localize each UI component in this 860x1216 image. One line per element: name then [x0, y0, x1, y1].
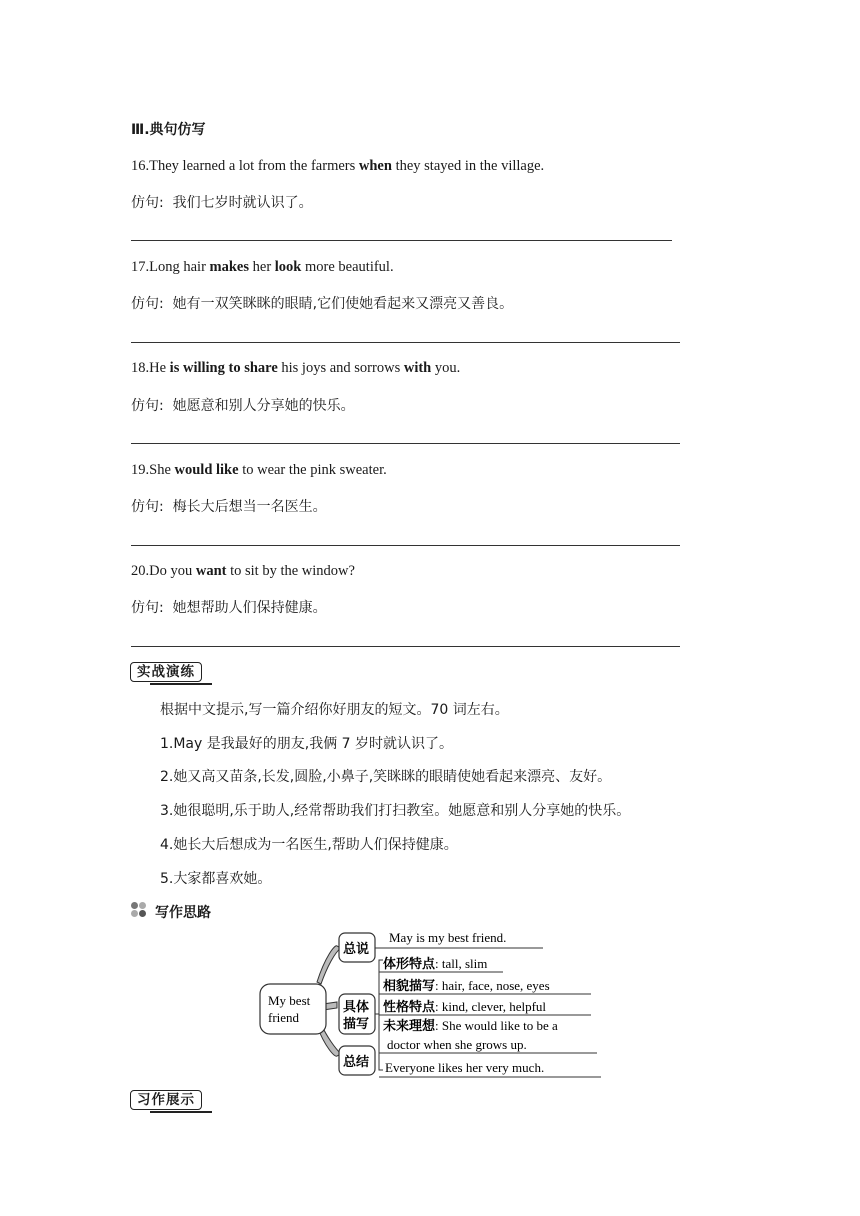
hint-point-1: 1.May 是我最好的朋友,我俩 7 岁时就认识了。 [160, 736, 454, 752]
future-line-continued: doctor when she grows up. [387, 1037, 527, 1052]
detail-node-line1: 具体 [343, 1000, 370, 1015]
center-node [260, 984, 326, 1034]
branch-summary [317, 946, 341, 984]
summary-node-label: 总说 [343, 942, 370, 957]
imitation-prompt-17: 仿句: 她有一双笑眯眯的眼睛,它们使她看起来又漂亮又善良。 [131, 296, 514, 312]
body-feature-line: 体形特点: tall, slim [383, 956, 488, 972]
example-sentence-17: 17.Long hair makes her look more beautiful. [131, 259, 394, 275]
writing-instruction: 根据中文提示,写一篇介绍你好朋友的短文。70 词左右。 [160, 702, 509, 718]
answer-line-17[interactable] [131, 342, 680, 343]
conclusion-node-label: 总结 [343, 1055, 370, 1070]
section-title: Ⅲ.典句仿写 [131, 122, 206, 138]
answer-line-19[interactable] [131, 545, 680, 546]
imitation-prompt-19: 仿句: 梅长大后想当一名医生。 [131, 499, 327, 515]
hint-point-3: 3.她很聪明,乐于助人,经常帮助我们打扫教室。她愿意和别人分享她的快乐。 [160, 803, 631, 819]
writing-mind-map [255, 922, 605, 1082]
showcase-badge-underline [150, 1111, 212, 1113]
detail-node-line2: 描写 [343, 1017, 370, 1032]
example-sentence-16: 16.They learned a lot from the farmers when they stayed in the village. [131, 158, 545, 174]
conclusion-line-text: Everyone likes her very much. [385, 1060, 545, 1075]
summary-line-text: May is my best friend. [389, 930, 507, 945]
hint-point-4: 4.她长大后想成为一名医生,帮助人们保持健康。 [160, 837, 458, 853]
future-line: 未来理想: She would like to be a [383, 1018, 558, 1034]
answer-line-16[interactable] [131, 240, 672, 241]
center-node-line2: friend [268, 1010, 300, 1025]
imitation-prompt-16: 仿句: 我们七岁时就认识了。 [131, 195, 313, 211]
dots-icon [131, 902, 151, 918]
imitation-prompt-20: 仿句: 她想帮助人们保持健康。 [131, 600, 327, 616]
example-sentence-20: 20.Do you want to sit by the window? [131, 563, 355, 579]
showcase-badge: 习作展示 [130, 1090, 202, 1110]
imitation-prompt-18: 仿句: 她愿意和别人分享她的快乐。 [131, 398, 355, 414]
practice-badge-underline [150, 683, 212, 685]
appearance-line: 相貌描写: hair, face, nose, eyes [383, 978, 550, 994]
hint-point-5: 5.大家都喜欢她。 [160, 871, 272, 887]
center-node-line1: My best [268, 993, 311, 1008]
example-sentence-18: 18.He is willing to share his joys and sorrows with you. [131, 360, 461, 376]
practice-badge: 实战演练 [130, 662, 202, 682]
example-sentence-19: 19.She would like to wear the pink sweater. [131, 462, 387, 478]
writing-idea-heading: 写作思路 [155, 905, 211, 921]
hint-point-2: 2.她又高又苗条,长发,圆脸,小鼻子,笑眯眯的眼睛使她看起来漂亮、友好。 [160, 769, 612, 785]
character-line: 性格特点: kind, clever, helpful [383, 999, 547, 1015]
answer-line-18[interactable] [131, 443, 680, 444]
answer-line-20[interactable] [131, 646, 680, 647]
